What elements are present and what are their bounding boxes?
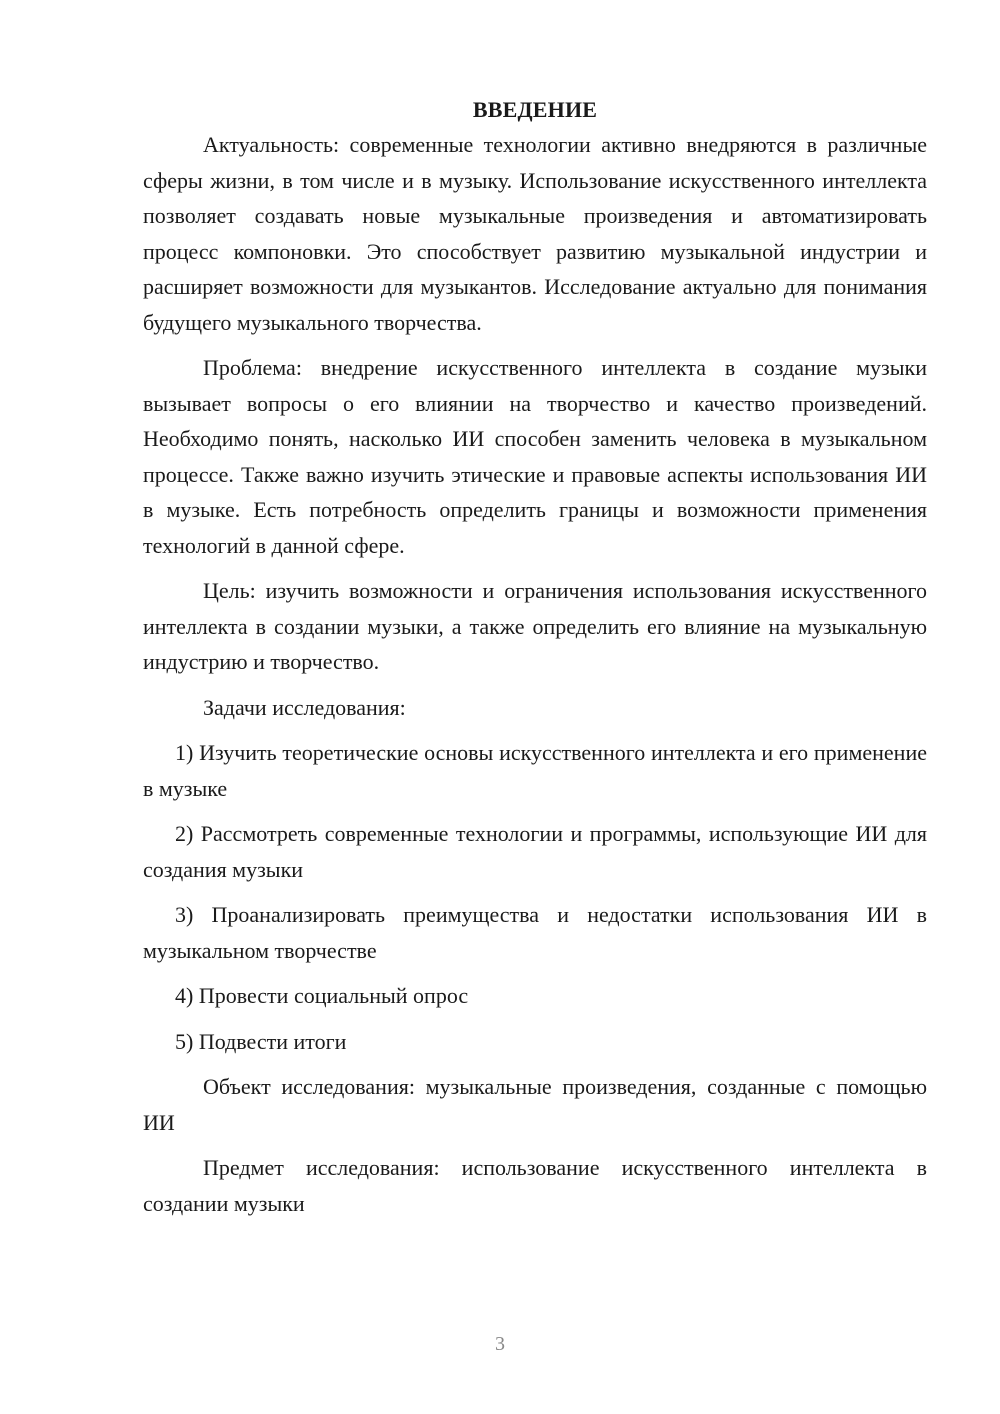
goal-paragraph: Цель: изучить возможности и ограничения использования искусственного интеллекта в создании музыки, а также определить его влияние на музыкальную индустрию и творчество.: [143, 578, 927, 674]
subject-paragraph: Предмет исследования: использование искусственного интеллекта в создании музыки: [143, 1155, 927, 1216]
task-item-1: 1) Изучить теоретические основы искусственного интеллекта и его применение в музыке: [143, 740, 927, 801]
page-number: 3: [495, 1333, 505, 1355]
tasks-title: Задачи исследования:: [203, 694, 406, 720]
task-item-5: 5) Подвести итоги: [175, 1028, 347, 1054]
document-page: [143, 92, 927, 1221]
task-item-3: 3) Проанализировать преимущества и недостатки использования ИИ в музыкальном творчестве: [143, 902, 927, 963]
section-heading: ВВЕДЕНИЕ: [472, 97, 598, 122]
object-paragraph: Объект исследования: музыкальные произведения, созданные с помощью ИИ: [143, 1074, 927, 1135]
relevance-paragraph: Актуальность: современные технологии активно внедряются в различные сферы жизни, в том числе и в музыку. Использование искусственного интеллекта позволяет создавать новые музыкальные произведения и автоматизировать процесс компоновки. Это способствует развитию музыкальной индустрии и расширяет возможности для музыкантов. Исследование актуально для понимания будущего музыкального творчества.: [143, 132, 927, 335]
problem-paragraph: Проблема: внедрение искусственного интеллекта в создание музыки вызывает вопросы о его влиянии на творчество и качество произведений. Необходимо понять, насколько ИИ способен заменить человека в музыкальном процессе. Также важно изучить этические и правовые аспекты использования ИИ в музыке. Есть потребность определить границы и возможности применения технологий в данной сфере.: [143, 355, 927, 558]
task-item-2: 2) Рассмотреть современные технологии и программы, использующие ИИ для создания музыки: [143, 821, 927, 882]
task-item-4: 4) Провести социальный опрос: [175, 983, 469, 1008]
